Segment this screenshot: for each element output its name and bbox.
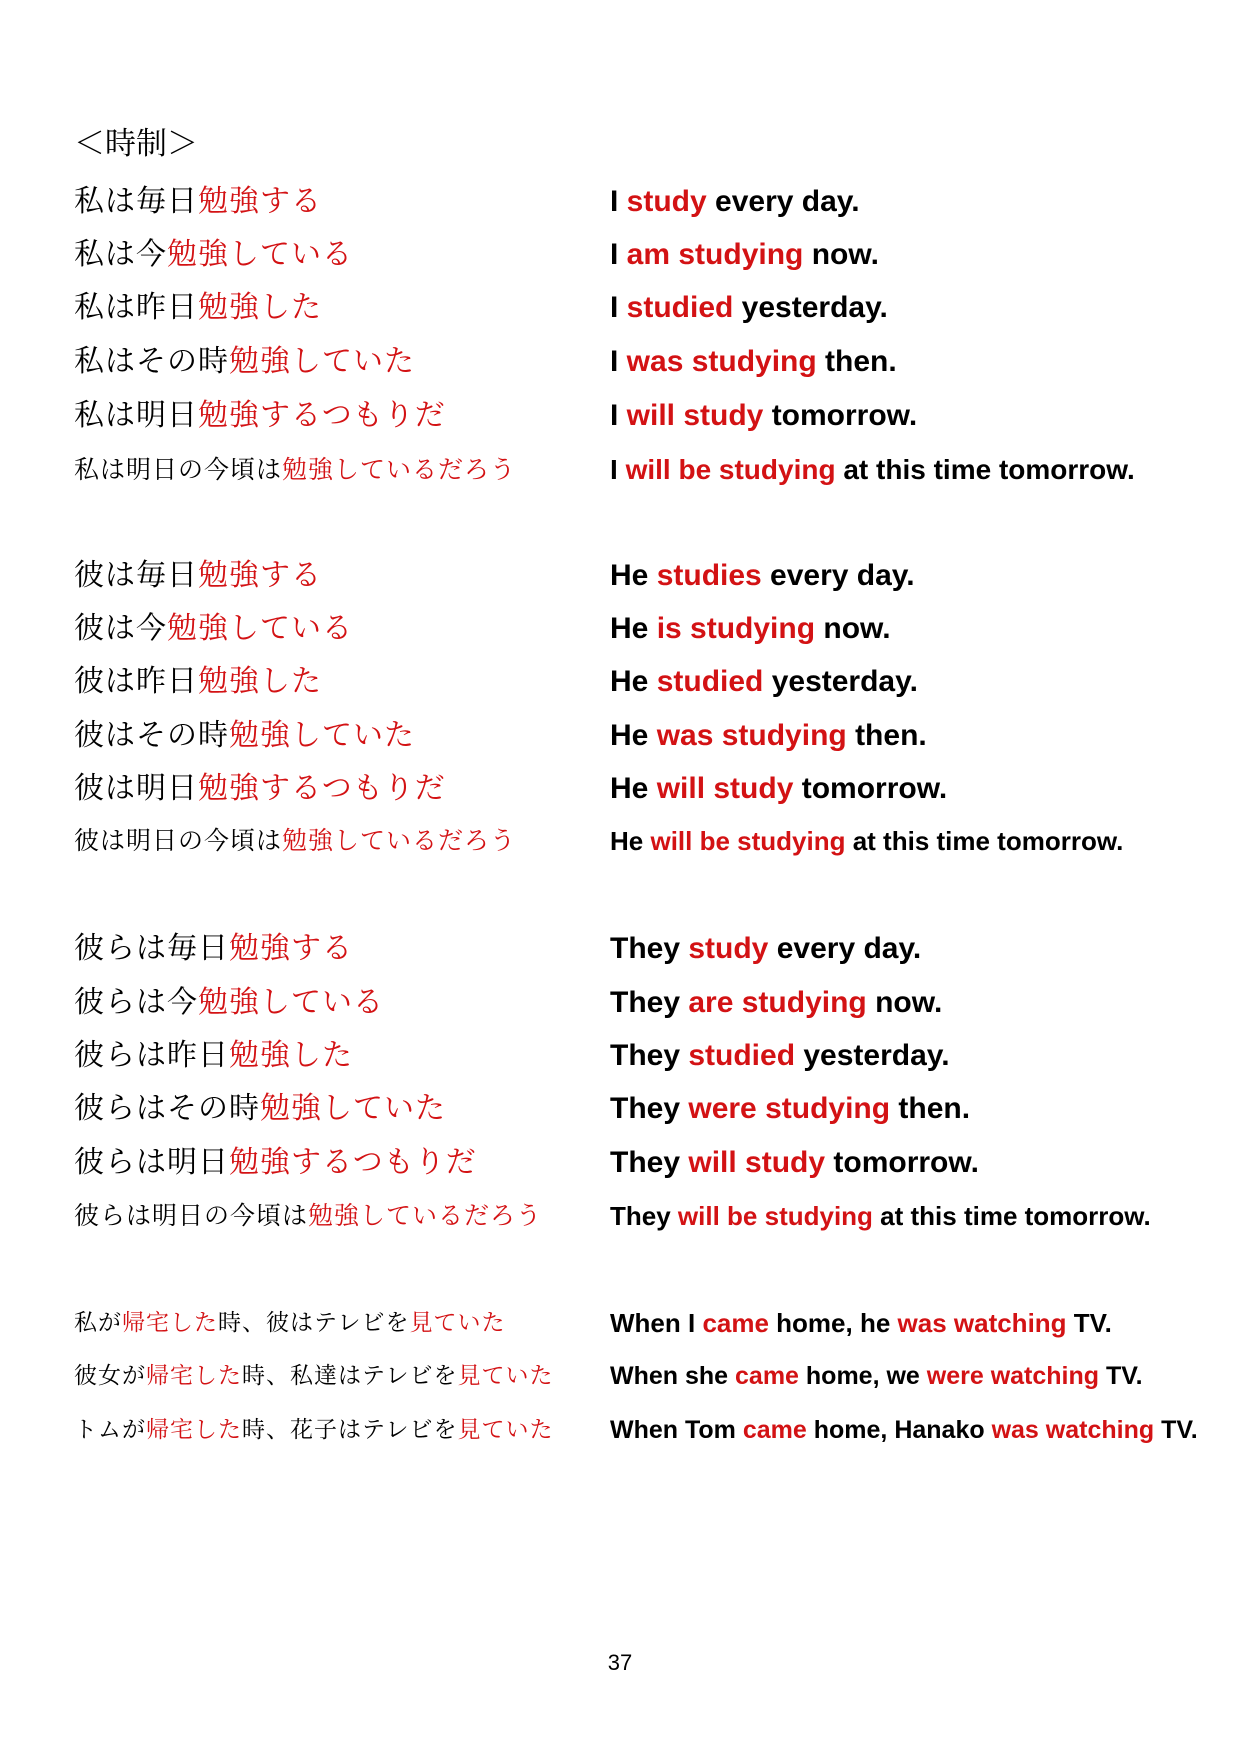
sentence-pair (0, 817, 1240, 865)
page-title: ＜時制＞ (74, 126, 198, 162)
japanese-sentence: 私は毎日勉強する (74, 184, 322, 219)
japanese-sentence: 彼は毎日勉強する (74, 558, 322, 593)
page-number: 37 (607, 1650, 633, 1675)
japanese-sentence: 彼女が帰宅した時、私達はテレビを見ていた (74, 1363, 554, 1389)
english-sentence: I will study tomorrow. (610, 399, 918, 432)
english-sentence: They will study tomorrow. (610, 1146, 979, 1179)
japanese-sentence: 私はその時勉強していた (74, 344, 415, 379)
japanese-sentence: 彼らは今勉強している (74, 985, 384, 1020)
sentence-pair (0, 765, 1240, 813)
english-sentence: When Tom came home, Hanako was watching TV. (610, 1416, 1198, 1444)
japanese-sentence: 彼は明日勉強するつもりだ (74, 771, 446, 806)
japanese-sentence: 私は今勉強している (74, 237, 353, 272)
sentence-pair (0, 605, 1240, 653)
japanese-sentence: トムが帰宅した時、花子はテレビを見ていた (74, 1417, 554, 1443)
japanese-sentence: 彼は明日の今頃は勉強しているだろう (74, 826, 517, 855)
japanese-sentence: 彼らは明日の今頃は勉強しているだろう (74, 1201, 543, 1230)
sentence-pair (0, 178, 1240, 226)
sentence-pair (0, 552, 1240, 600)
sentence-pair (0, 446, 1240, 494)
japanese-sentence: 私が帰宅した時、彼はテレビを見ていた (74, 1310, 506, 1336)
japanese-sentence: 私は昨日勉強した (74, 290, 322, 325)
sentence-pair (0, 231, 1240, 279)
japanese-sentence: 私は明日勉強するつもりだ (74, 398, 446, 433)
sentence-pair (0, 658, 1240, 706)
sentence-pair (0, 1139, 1240, 1187)
sentence-pair (0, 1299, 1240, 1347)
english-sentence: I study every day. (610, 185, 860, 218)
japanese-sentence: 彼らは毎日勉強する (74, 931, 353, 966)
japanese-sentence: 彼らはその時勉強していた (74, 1091, 446, 1126)
english-sentence: They are studying now. (610, 986, 943, 1019)
japanese-sentence: 彼は昨日勉強した (74, 664, 322, 699)
english-sentence: He is studying now. (610, 612, 891, 645)
english-sentence: I studied yesterday. (610, 291, 888, 324)
english-sentence: They will be studying at this time tomorrow. (610, 1201, 1151, 1231)
english-sentence: I am studying now. (610, 238, 879, 271)
english-sentence: He will study tomorrow. (610, 772, 948, 805)
english-sentence: He studied yesterday. (610, 665, 918, 698)
sentence-pair (0, 925, 1240, 973)
sentence-pair (0, 1406, 1240, 1454)
english-sentence: I will be studying at this time tomorrow. (610, 454, 1135, 485)
japanese-sentence: 彼はその時勉強していた (74, 718, 415, 753)
japanese-sentence: 彼は今勉強している (74, 611, 353, 646)
sentence-pair (0, 1085, 1240, 1133)
english-sentence: When she came home, we were watching TV. (610, 1362, 1143, 1390)
english-sentence: He studies every day. (610, 559, 915, 592)
japanese-sentence: 彼らは明日勉強するつもりだ (74, 1145, 477, 1180)
english-sentence: I was studying then. (610, 345, 897, 378)
japanese-sentence: 私は明日の今頃は勉強しているだろう (74, 455, 517, 484)
english-sentence: They were studying then. (610, 1092, 971, 1125)
english-sentence: They study every day. (610, 932, 922, 965)
sentence-pair (0, 712, 1240, 760)
sentence-pair (0, 1032, 1240, 1080)
sentence-pair (0, 1352, 1240, 1400)
sentence-pair (0, 284, 1240, 332)
english-sentence: He will be studying at this time tomorrow. (610, 826, 1124, 856)
english-sentence: He was studying then. (610, 719, 927, 752)
english-sentence: When I came home, he was watching TV. (610, 1308, 1112, 1338)
sentence-pair (0, 392, 1240, 440)
japanese-sentence: 彼らは昨日勉強した (74, 1038, 353, 1073)
sentence-pair (0, 979, 1240, 1027)
sentence-pair (0, 1192, 1240, 1240)
sentence-pair (0, 338, 1240, 386)
english-sentence: They studied yesterday. (610, 1039, 950, 1072)
